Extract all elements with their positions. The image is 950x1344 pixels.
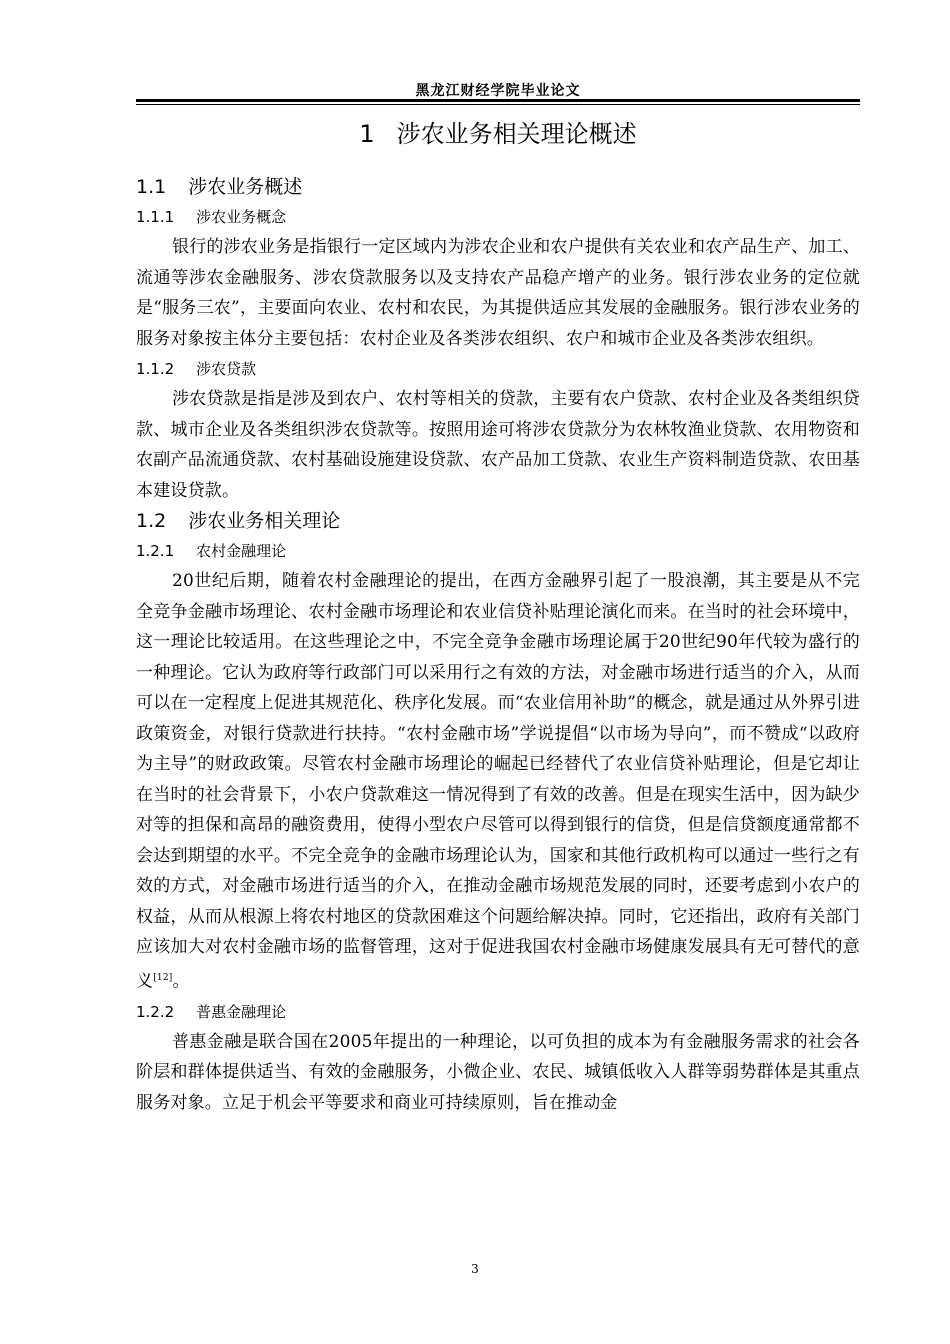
page-body (136, 110, 860, 1118)
subsection-heading (136, 354, 860, 384)
body-paragraph (136, 566, 860, 997)
subsection-heading (136, 997, 860, 1027)
subsection-number: 1.2.2 (136, 1002, 175, 1021)
paragraph-end: 。 (172, 971, 190, 992)
subsection-title: 普惠金融理论 (196, 1002, 287, 1021)
subsection-number: 1.1.2 (136, 360, 175, 378)
body-paragraph: 银行的涉农业务是指银行一定区域内为涉农企业和农户提供有关农业和农产品生产、加工、流通等涉农金融服务、涉农贷款服务以及支持农产品稳产增产的业务。银行涉农业务的定位就是“服务三农”，主要面向农业、农村和农民，为其提供适应其发展的金融服务。银行涉农业务的服务对象按主体分主要包括：农村企业及各类涉农组织、农户和城市企业及各类涉农组织。 (136, 237, 860, 349)
subsection-number: 1.2.1 (136, 542, 175, 560)
subsection-title: 农村金融理论 (196, 542, 287, 560)
page-number: 3 (471, 1262, 479, 1276)
paragraph-text: 20世纪后期，随着农村金融理论的提出，在西方金融界引起了一股浪潮，其主要是从不完全竞争金融市场理论、农村金融市场理论和农业信贷补贴理论演化而来。在当时的社会环境中，这一理论比较适用。在这些理论之中，不完全竞争金融市场理论属于20世纪90年代较为盛行的一种理论。它认为政府等行政部门可以采用行之有效的方法，对金融市场进行适当的介入，从而可以在一定程度上促进其规范化、秩序化发展。而“农业信用补助”的概念，就是通过从外界引进政策资金，对银行贷款进行扶持。“农村金融市场”学说提倡“以市场为导向”，而不赞成“以政府为主导”的财政政策。尽管农村金融市场理论的崛起已经替代了农业信贷补贴理论，但是它却让在当时的社会背景下，小农户贷款难这一情况得到了有效的改善。但是在现实生活中，因为缺少对等的担保和高昂的融资费用，使得小型农户尽管可以得到银行的信贷，但是信贷额度通常都不会达到期望的水平。不完全竞争的金融市场理论认为，国家和其他行政机构可以通过一些行之有效的方式，对金融市场进行适当的介入，在推动金融市场规范发展的同时，还要考虑到小农户的权益，从而从根源上将农村地区的贷款困难这个问题给解决掉。同时，它还指出，政府有关部门应该加大对农村金融市场的监督管理，这对于促进我国农村金融市场健康发展具有无可替代的意义 (136, 571, 860, 992)
chapter-title (136, 114, 860, 154)
section-number: 1.1 (136, 176, 167, 198)
section-number: 1.2 (136, 510, 167, 532)
section-title: 涉农业务相关理论 (188, 510, 341, 532)
citation-marker[interactable]: [12] (153, 972, 173, 983)
subsection-number: 1.1.1 (136, 208, 175, 226)
header-rule-thin (136, 104, 860, 105)
body-paragraph: 普惠金融是联合国在2005年提出的一种理论，以可负担的成本为有金融服务需求的社会各阶层和群体提供适当、有效的金融服务，小微企业、农民、城镇低收入人群等弱势群体是其重点服务对象。立足于机会平等要求和商业可持续原则，旨在推动金 (136, 1031, 860, 1113)
section-title: 涉农业务概述 (188, 176, 303, 198)
body-paragraph: 涉农贷款是指是涉及到农户、农村等相关的贷款，主要有农户贷款、农村企业及各类组织贷款、城市企业及各类组织涉农贷款等。按照用途可将涉农贷款分为农林牧渔业贷款、农用物资和农副产品流通贷款、农村基础设施建设贷款、农产品加工贷款、农业生产资料制造贷款、农田基本建设贷款。 (136, 389, 860, 501)
section-heading (136, 172, 860, 202)
subsection-heading (136, 536, 860, 566)
subsection-title: 涉农业务概念 (196, 208, 287, 226)
chapter-number: 1 (359, 120, 375, 148)
header-rule-thick (136, 99, 860, 102)
chapter-title-text: 涉农业务相关理论概述 (396, 120, 637, 148)
section-heading (136, 506, 860, 536)
running-header: 黑龙江财经学院毕业论文 (415, 83, 581, 99)
subsection-heading (136, 202, 860, 232)
subsection-title: 涉农贷款 (196, 360, 257, 378)
